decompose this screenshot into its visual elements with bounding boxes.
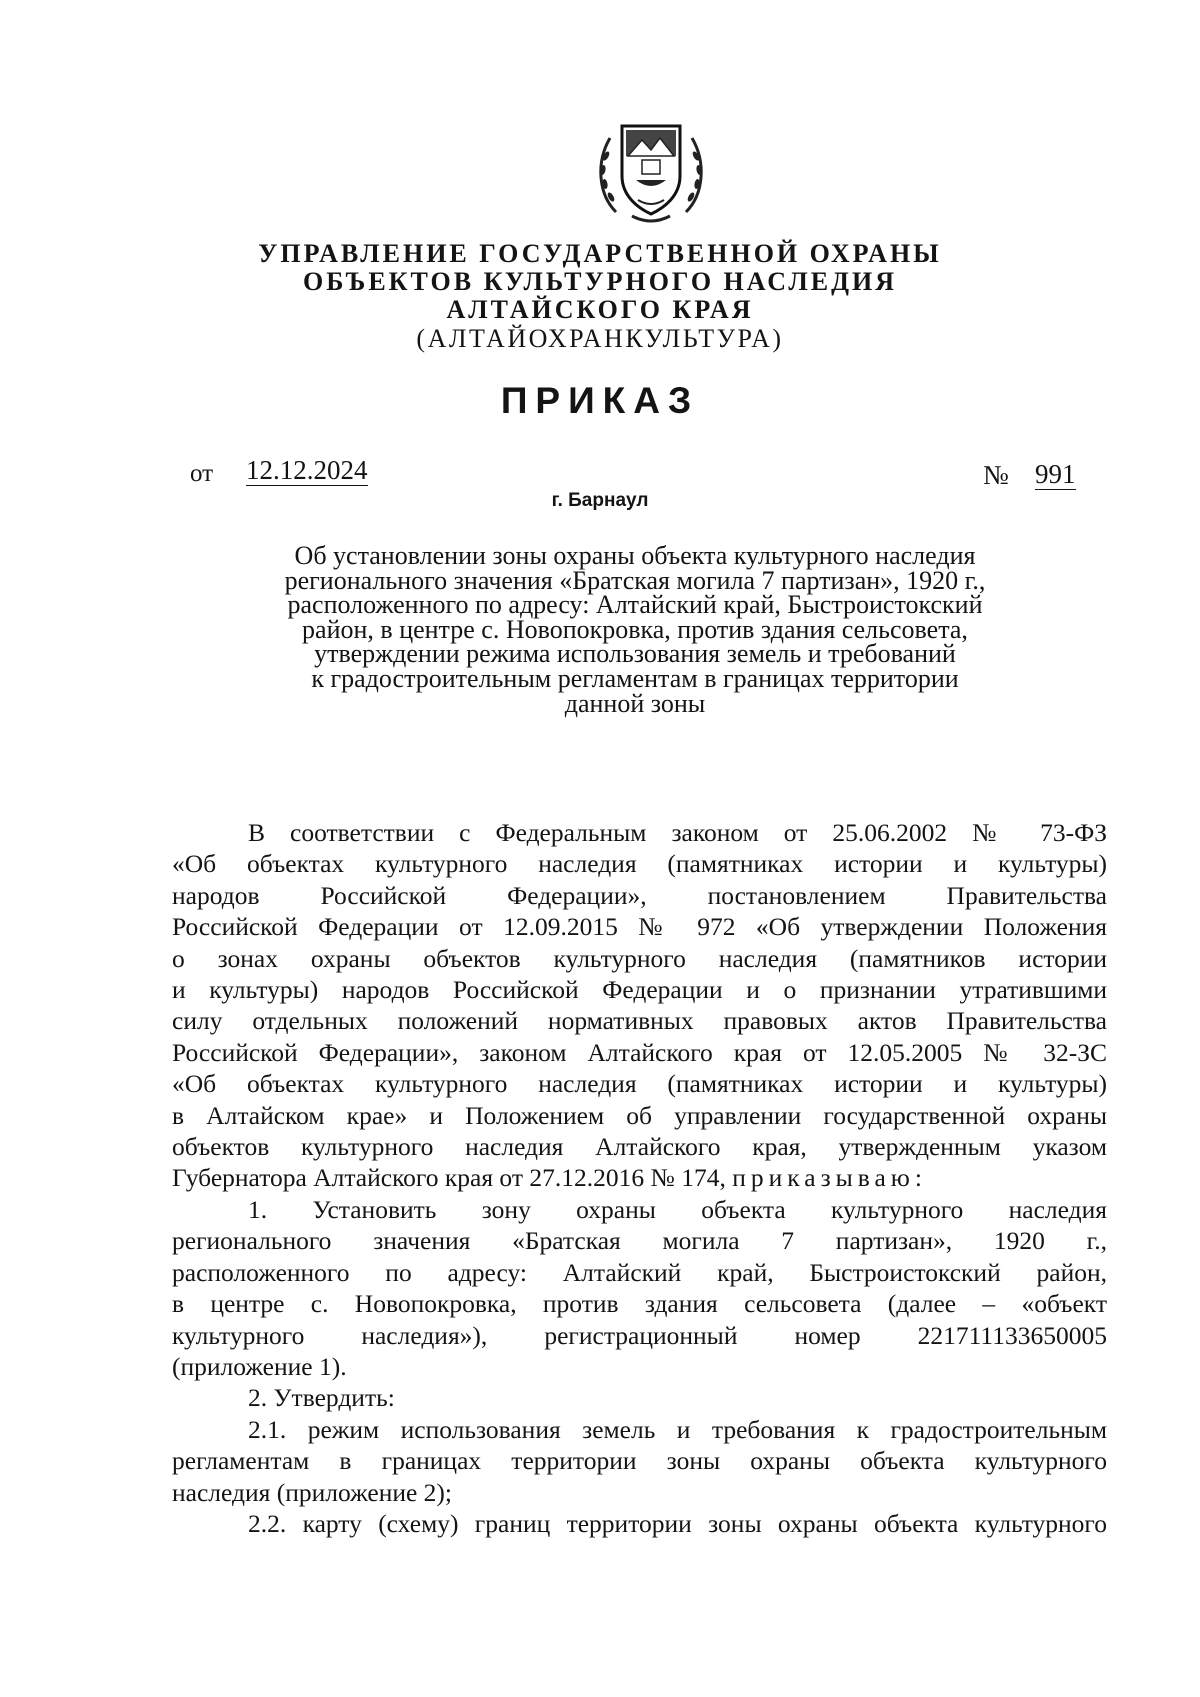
body-line: наследия (приложение 2); bbox=[172, 1477, 453, 1507]
body-line: регламентам в границах территории зоны охраны объекта культурного bbox=[172, 1446, 1107, 1476]
document-body bbox=[172, 817, 1107, 1539]
body-line: 2. Утвердить: bbox=[248, 1383, 395, 1413]
body-line: объектов культурного наследия Алтайского края, утвержденным указом bbox=[172, 1132, 1107, 1162]
subject-line: расположенного по адресу: Алтайский край, Быстроистокский bbox=[287, 590, 983, 620]
org-name-line-1: УПРАВЛЕНИЕ ГОСУДАРСТВЕННОЙ ОХРАНЫ bbox=[258, 239, 942, 268]
body-line: 2.1. режим использования земель и требования к градостроительным bbox=[248, 1414, 1107, 1444]
city-of-issue: г. Барнаул bbox=[551, 490, 649, 511]
date-prefix: от bbox=[190, 460, 214, 487]
document-subject bbox=[250, 541, 1020, 718]
body-line: культурного наследия»), регистрационный номер 221711133650005 bbox=[172, 1320, 1107, 1350]
document-title: ПРИКАЗ bbox=[500, 380, 700, 421]
body-line-with-order bbox=[172, 1162, 1107, 1193]
org-name-line-2: ОБЪЕКТОВ КУЛЬТУРНОГО НАСЛЕДИЯ bbox=[303, 267, 897, 296]
body-line: (приложение 1). bbox=[172, 1351, 347, 1381]
body-line: 2.2. карту (схему) границ территории зоны охраны объекта культурного bbox=[248, 1508, 1107, 1538]
body-line: 1. Установить зону охраны объекта культурного наследия bbox=[248, 1194, 1107, 1224]
subject-line: Об установлении зоны охраны объекта культурного наследия bbox=[294, 541, 976, 570]
body-line: Губернатора Алтайского края от 27.12.2016 № 174, bbox=[172, 1163, 726, 1193]
body-line: силу отдельных положений нормативных правовых актов Правительства bbox=[172, 1006, 1107, 1036]
body-line: в Алтайском крае» и Положением об управлении государственной охраны bbox=[172, 1100, 1107, 1130]
subject-line: район, в центре с. Новопокровка, против здания сельсовета, bbox=[302, 614, 968, 644]
org-name-line-3: АЛТАЙСКОГО КРАЯ bbox=[446, 295, 754, 324]
subject-line: регионального значения «Братская могила 7 партизан», 1920 г., bbox=[284, 565, 986, 595]
document-date: 12.12.2024 bbox=[246, 455, 368, 485]
org-short-name: (АЛТАЙОХРАНКУЛЬТУРА) bbox=[416, 324, 784, 353]
document-number: 991 bbox=[1035, 459, 1076, 489]
body-line: «Об объектах культурного наследия (памятниках истории и культуры) bbox=[172, 1069, 1107, 1099]
body-line: Российской Федерации от 12.09.2015 № 972 «Об утверждении Положения bbox=[172, 912, 1107, 942]
body-line: Российской Федерации», законом Алтайского края от 12.05.2005 № 32-ЗС bbox=[172, 1037, 1107, 1067]
subject-line: данной зоны bbox=[564, 688, 706, 718]
body-line: регионального значения «Братская могила 7 партизан», 1920 г., bbox=[172, 1226, 1107, 1256]
number-sign: № bbox=[983, 460, 1009, 490]
body-line: о зонах охраны объектов культурного наследия (памятников истории bbox=[172, 943, 1107, 973]
body-line: «Об объектах культурного наследия (памятниках истории и культуры) bbox=[172, 849, 1107, 879]
subject-line: утверждении режима использования земель и требований bbox=[314, 639, 956, 669]
body-line: и культуры) народов Российской Федерации и о признании утратившими bbox=[172, 975, 1107, 1005]
order-word: приказываю: bbox=[732, 1163, 927, 1193]
subject-line: к градостроительным регламентам в границах территории bbox=[311, 663, 959, 693]
body-line: В соответствии с Федеральным законом от 25.06.2002 № 73-ФЗ bbox=[248, 818, 1107, 847]
body-line: расположенного по адресу: Алтайский край, Быстроистокский район, bbox=[172, 1257, 1107, 1287]
coat-of-arms-emblem bbox=[592, 116, 710, 228]
body-line: в центре с. Новопокровка, против здания сельсовета (далее – «объект bbox=[172, 1289, 1107, 1319]
body-line: народов Российской Федерации», постановлением Правительства bbox=[172, 880, 1107, 910]
